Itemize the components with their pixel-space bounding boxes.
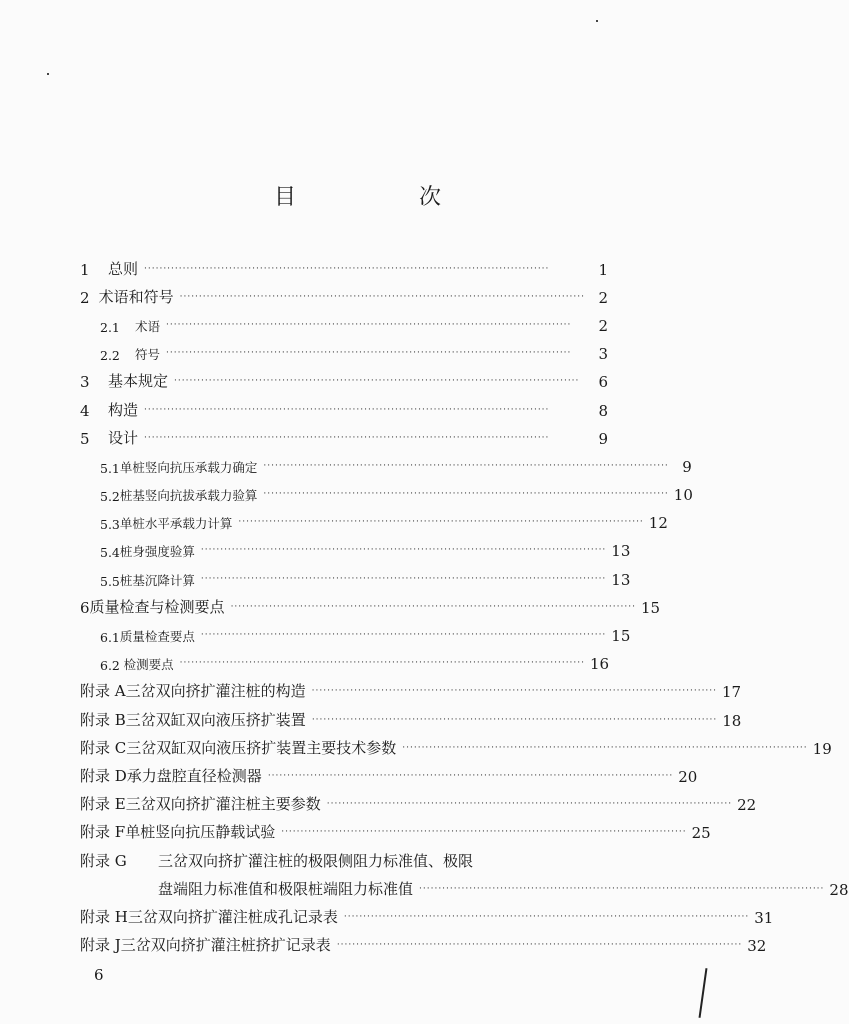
entry-label: 总则 — [108, 260, 139, 278]
entry-number: 附录 E — [80, 795, 126, 813]
toc-appendix-f[interactable] — [80, 816, 711, 842]
entry-label: 三岔双缸双向液压挤扩装置 — [125, 711, 306, 729]
entry-label: 三岔双向挤扩灌注桩挤扩记录表 — [120, 936, 331, 954]
entry-page: 16 — [590, 655, 610, 673]
toc-entry-5-1[interactable] — [80, 450, 692, 476]
toc-entry-5[interactable] — [80, 422, 608, 448]
toc-entry-5-2[interactable] — [80, 478, 693, 504]
entry-number: 4 — [80, 402, 90, 420]
dot-leader: ········································································································· — [343, 912, 750, 922]
entry-number: 附录 B — [80, 711, 126, 729]
toc-appendix-e[interactable] — [80, 788, 757, 814]
entry-number: 2.2 — [100, 348, 120, 363]
entry-number: 附录 J — [80, 936, 121, 954]
toc-title: 目 次 — [274, 185, 499, 210]
entry-number: 附录 G — [80, 852, 127, 870]
toc-entry-6-2[interactable] — [80, 647, 608, 673]
entry-page: 3 — [598, 345, 608, 363]
entry-number: 附录 F — [80, 823, 126, 841]
toc-appendix-g-continued[interactable] — [80, 873, 849, 899]
entry-label-continued: 盘端阻力标准值和极限桩端阻力标准值 — [158, 880, 414, 898]
entry-number: 5.5 — [100, 574, 120, 589]
dot-leader: ········································································································· — [144, 405, 550, 415]
dot-leader: ········································································································· — [326, 799, 733, 809]
entry-number: 1 — [80, 261, 90, 279]
entry-page: 2 — [598, 289, 608, 307]
entry-number: 3 — [80, 373, 90, 391]
entry-page: 12 — [648, 514, 668, 532]
dot-leader: ········································································································· — [200, 574, 607, 584]
entry-label: 三岔双向挤扩灌注桩的构造 — [125, 682, 306, 700]
entry-page: 15 — [640, 599, 661, 617]
entry-page: 9 — [682, 458, 692, 476]
dot-leader: ········································································································· — [402, 743, 808, 753]
dot-leader: ········································································································· — [311, 715, 718, 725]
dot-leader: ········································································································· — [230, 602, 636, 612]
toc-appendix-j[interactable] — [80, 929, 767, 955]
entry-label: 单桩竖向抗压承载力确定 — [119, 460, 258, 475]
entry-number: 5.2 — [100, 489, 120, 504]
entry-number: 5.4 — [100, 545, 120, 560]
toc-appendix-d[interactable] — [80, 760, 698, 786]
dot-leader: ········································································································· — [336, 940, 743, 950]
entry-page: 25 — [691, 824, 711, 842]
entry-label: 桩基沉降计算 — [119, 573, 195, 588]
entry-label: 符号 — [135, 347, 161, 362]
dot-leader: ········································································································· — [144, 433, 550, 443]
entry-page: 13 — [611, 542, 631, 560]
entry-page: 28 — [829, 881, 849, 899]
toc-entry-6-1[interactable] — [80, 619, 631, 645]
entry-number: 5 — [80, 430, 90, 448]
toc-entry-1[interactable] — [80, 253, 608, 279]
entry-number: 6.2 — [100, 658, 120, 673]
toc-entry-2-1[interactable] — [80, 309, 608, 335]
toc-entry-2[interactable] — [80, 281, 608, 307]
scan-edge-mark — [699, 968, 707, 1018]
entry-page: 2 — [598, 317, 608, 335]
entry-page: 8 — [598, 402, 608, 420]
entry-page: 32 — [747, 937, 767, 955]
entry-label: 检测要点 — [123, 657, 174, 672]
dot-leader: ········································································································· — [144, 264, 550, 274]
entry-label: 构造 — [108, 401, 139, 419]
toc-entry-5-4[interactable] — [80, 534, 631, 560]
toc-entry-5-5[interactable] — [80, 563, 631, 589]
entry-number: 6 — [80, 599, 90, 617]
toc-appendix-h[interactable] — [80, 901, 774, 927]
entry-number: 附录 A — [80, 682, 126, 700]
entry-label: 三岔双向挤扩灌注桩成孔记录表 — [127, 908, 338, 926]
toc-entry-2-2[interactable] — [80, 337, 608, 363]
entry-page: 18 — [722, 712, 742, 730]
entry-label: 承力盘腔直径检测器 — [126, 767, 262, 785]
toc-entry-4[interactable] — [80, 394, 608, 420]
entry-label: 术语 — [135, 319, 161, 334]
entry-page: 19 — [812, 740, 832, 758]
entry-page: 17 — [722, 683, 742, 701]
entry-number: 2 — [80, 289, 90, 307]
entry-number: 5.3 — [100, 517, 120, 532]
entry-page: 6 — [598, 373, 608, 391]
entry-label: 三岔双向挤扩灌注桩的极限侧阻力标准值、极限 — [158, 852, 474, 870]
entry-label: 单桩竖向抗压静载试验 — [125, 823, 276, 841]
entry-number: 附录 C — [80, 739, 127, 757]
entry-label: 桩基竖向抗拔承载力验算 — [119, 488, 258, 503]
entry-page: 31 — [754, 909, 774, 927]
dot-leader: ········································································································· — [267, 771, 674, 781]
toc-entry-6[interactable] — [80, 591, 661, 617]
entry-page: 15 — [611, 627, 631, 645]
dot-leader: ········································································································· — [179, 658, 585, 668]
scan-speck — [596, 20, 598, 22]
dot-leader: ········································································································· — [200, 630, 607, 640]
entry-label: 质量检查与检测要点 — [89, 598, 225, 616]
entry-label: 桩身强度验算 — [119, 544, 195, 559]
dot-leader: ········································································································· — [263, 461, 669, 471]
entry-label: 三岔双向挤扩灌注桩主要参数 — [125, 795, 321, 813]
entry-label: 质量检查要点 — [119, 629, 195, 644]
entry-page: 22 — [737, 796, 757, 814]
toc-entry-5-3[interactable] — [80, 506, 668, 532]
entry-number: 2.1 — [100, 320, 120, 335]
toc-entry-3[interactable] — [80, 365, 608, 391]
entry-number: 附录 D — [80, 767, 127, 785]
entry-number: 6.1 — [100, 630, 120, 645]
entry-page: 9 — [598, 430, 608, 448]
entry-page: 13 — [611, 571, 631, 589]
entry-label: 单桩水平承载力计算 — [119, 516, 233, 531]
entry-page: 1 — [598, 261, 608, 279]
dot-leader: ········································································································· — [166, 348, 572, 358]
entry-label: 设计 — [108, 429, 139, 447]
toc-appendix-b[interactable] — [80, 704, 742, 730]
dot-leader: ········································································································· — [263, 489, 669, 499]
scan-speck — [47, 73, 49, 75]
toc-appendix-c[interactable] — [80, 732, 832, 758]
entry-label: 术语和符号 — [98, 288, 174, 306]
entry-page: 10 — [673, 486, 693, 504]
toc-appendix-a[interactable] — [80, 675, 742, 701]
dot-leader: ········································································································· — [166, 320, 572, 330]
entry-number: 5.1 — [100, 461, 120, 476]
entry-label: 基本规定 — [108, 372, 169, 390]
dot-leader: ········································································································· — [281, 827, 687, 837]
entry-number: 附录 H — [80, 908, 128, 926]
dot-leader: ········································································································· — [174, 376, 580, 386]
entry-page: 20 — [678, 768, 698, 786]
dot-leader: ········································································································· — [311, 686, 718, 696]
toc-appendix-g[interactable] — [80, 845, 608, 871]
dot-leader: ········································································································· — [419, 884, 825, 894]
entry-label: 三岔双缸双向液压挤扩装置主要技术参数 — [126, 739, 397, 757]
dot-leader: ········································································································· — [200, 545, 607, 555]
dot-leader: ········································································································· — [179, 292, 585, 302]
page-number: 6 — [94, 966, 104, 984]
dot-leader: ········································································································· — [238, 517, 644, 527]
